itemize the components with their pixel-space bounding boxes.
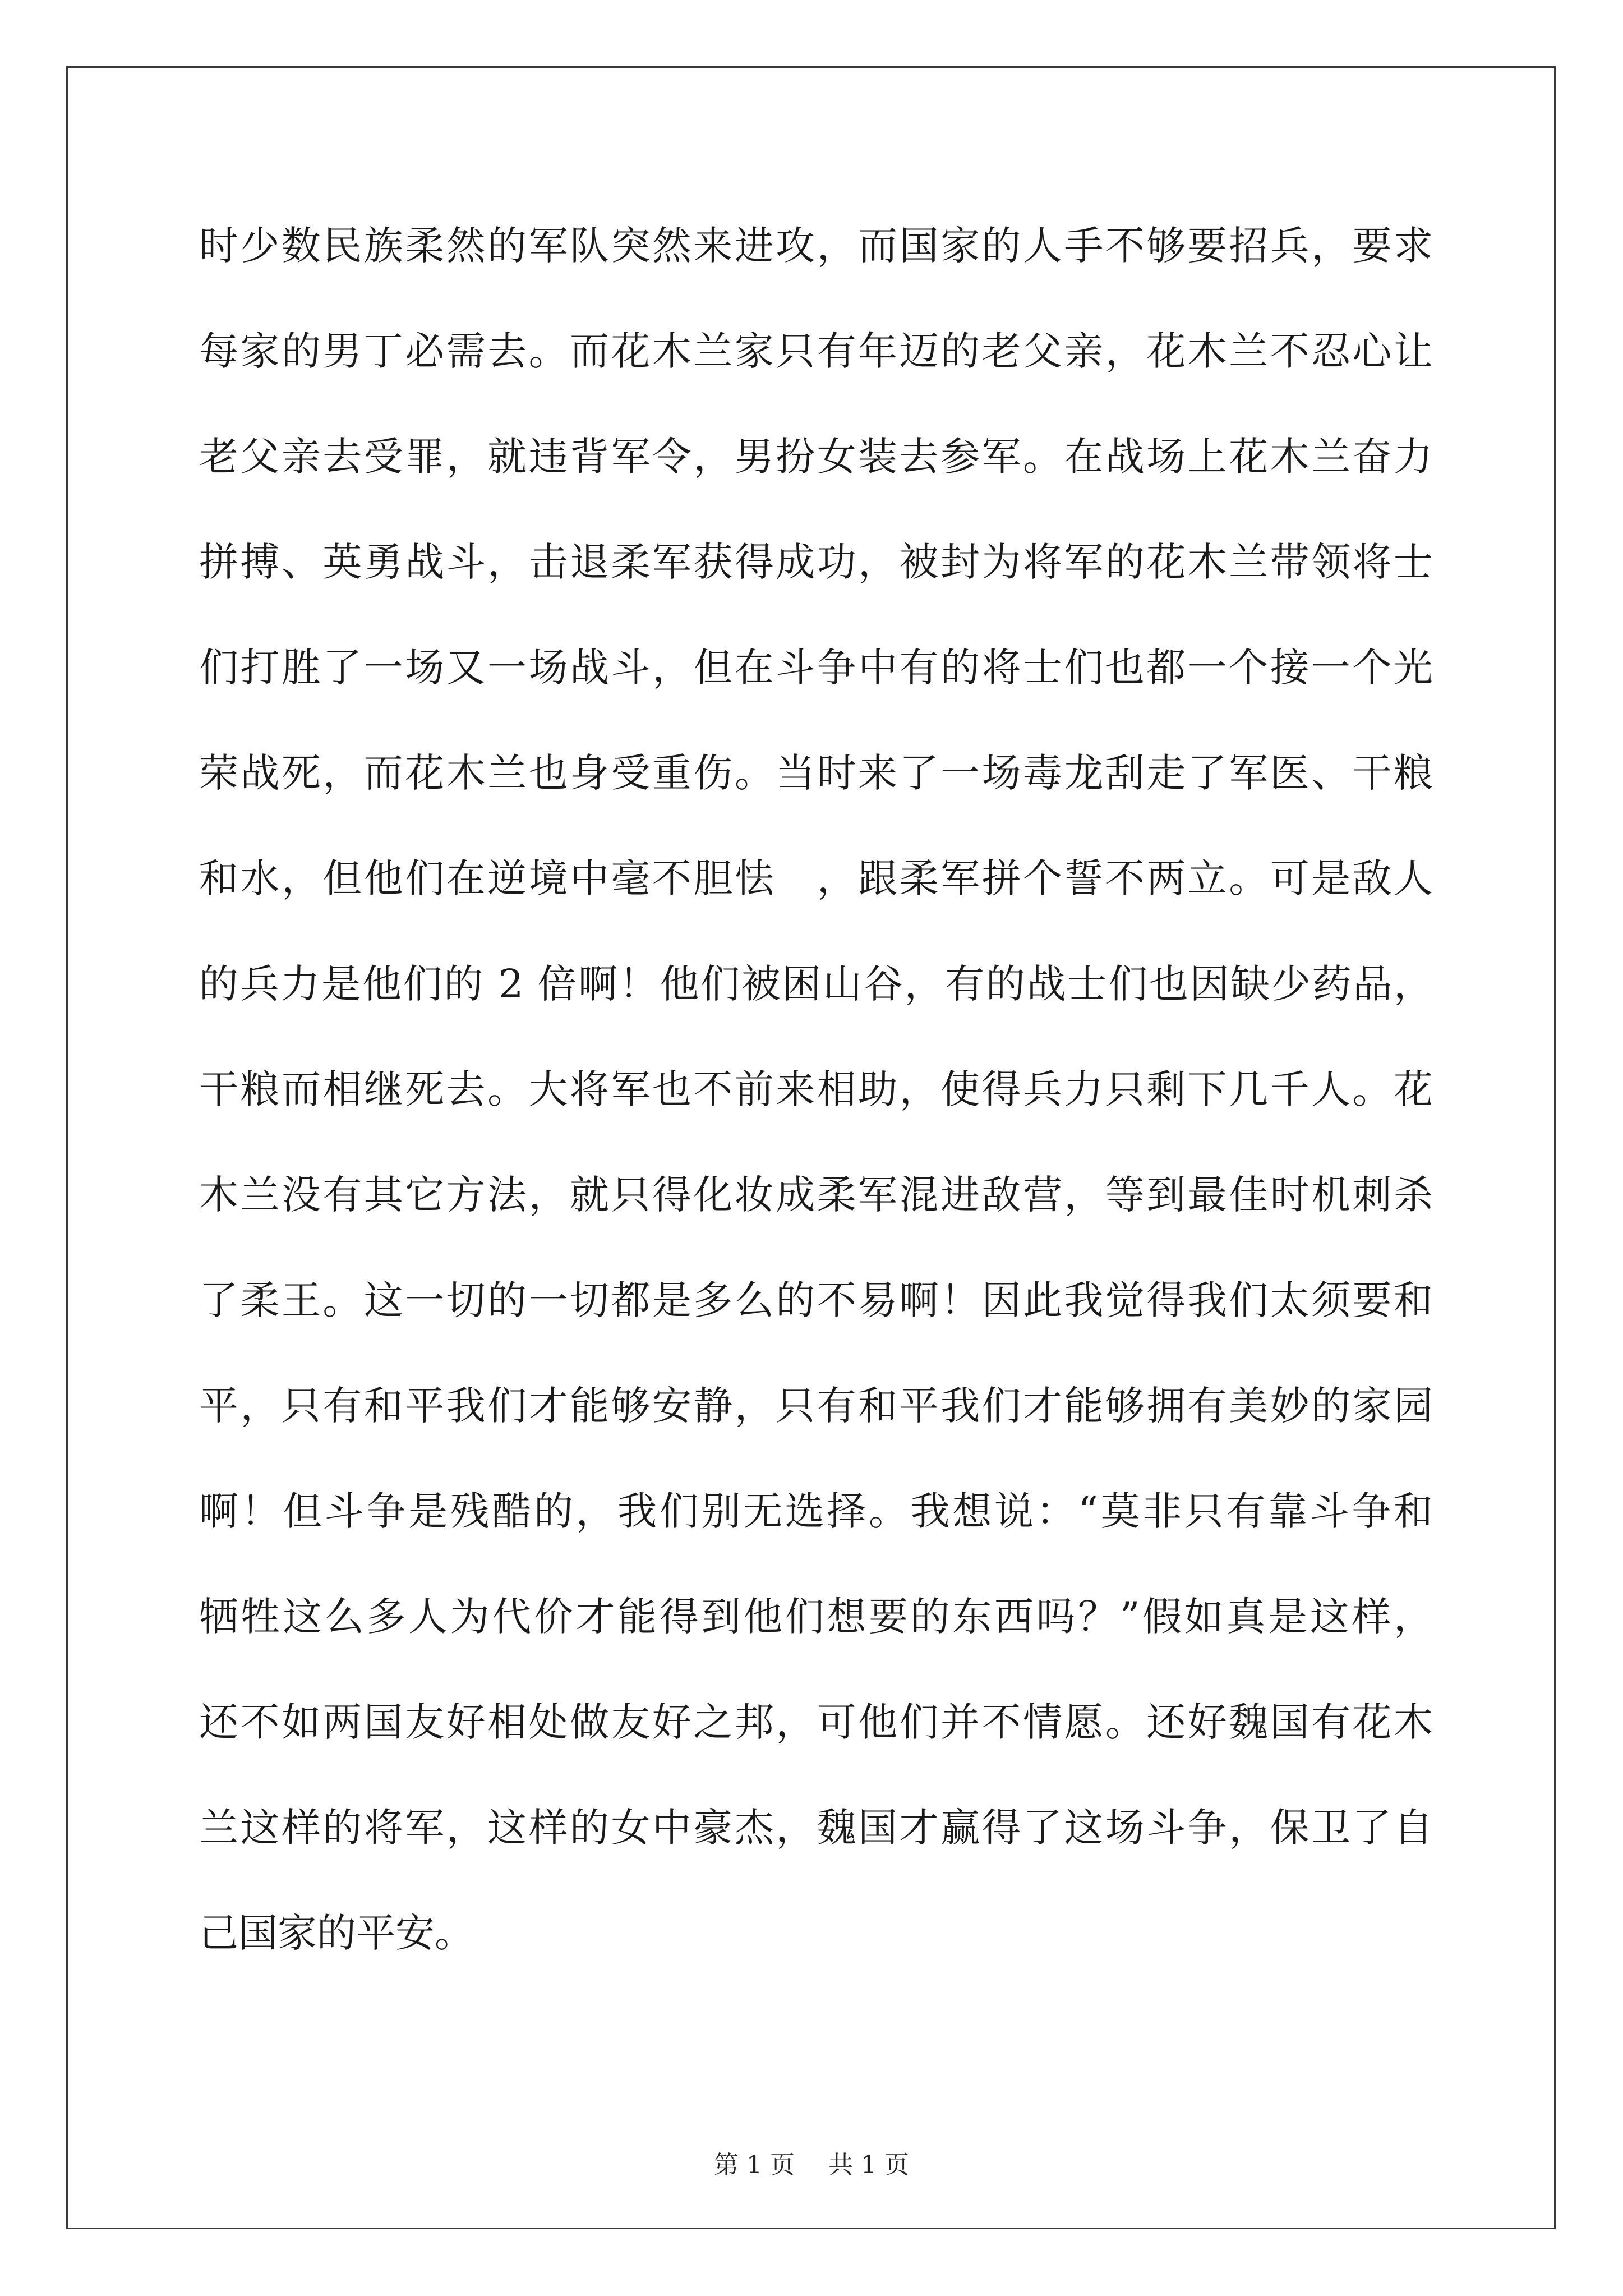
text-line: 的兵力是他们的 2 倍啊！他们被困山谷，有的战士们也因缺少药品， xyxy=(199,961,1433,1007)
text-line: 时少数民族柔然的军队突然来进攻，而国家的人手不够要招兵，要求 xyxy=(199,223,1433,269)
text-line: 还不如两国友好相处做友好之邦，可他们并不情愿。还好魏国有花木 xyxy=(199,1699,1433,1745)
text-line: 啊！但斗争是残酷的，我们别无选择。我想说：“莫非只有靠斗争和 xyxy=(199,1488,1433,1534)
text-line: 老父亲去受罪，就违背军令，男扮女装去参军。在战场上花木兰奋力 xyxy=(199,434,1433,480)
text-line: 兰这样的将军，这样的女中豪杰，魏国才赢得了这场斗争，保卫了自 xyxy=(199,1805,1433,1851)
page-total: 共 1 页 xyxy=(828,2151,909,2179)
page-footer xyxy=(0,2148,1623,2182)
text-line: 荣战死，而花木兰也身受重伤。当时来了一场毒龙刮走了军医、干粮 xyxy=(199,750,1433,796)
text-line: 己国家的平安。 xyxy=(199,1910,474,1956)
document-body xyxy=(199,212,1433,2005)
text-line: 们打胜了一场又一场战斗，但在斗争中有的将士们也都一个接一个光 xyxy=(199,645,1433,691)
text-line: 了柔王。这一切的一切都是多么的不易啊！因此我觉得我们太须要和 xyxy=(199,1277,1433,1323)
page-number: 第 1 页 xyxy=(714,2151,795,2179)
text-line: 每家的男丁必需去。而花木兰家只有年迈的老父亲，花木兰不忍心让 xyxy=(199,328,1433,374)
text-line: 平，只有和平我们才能够安静，只有和平我们才能够拥有美妙的家园 xyxy=(199,1383,1433,1429)
text-line: 和水，但他们在逆境中毫不胆怯 ，跟柔军拼个誓不两立。可是敌人 xyxy=(199,855,1433,901)
text-line: 干粮而相继死去。大将军也不前来相助，使得兵力只剩下几千人。花 xyxy=(199,1066,1433,1112)
text-line: 木兰没有其它方法，就只得化妆成柔军混进敌营，等到最佳时机刺杀 xyxy=(199,1172,1433,1218)
text-line: 拼搏、英勇战斗，击退柔军获得成功，被封为将军的花木兰带领将士 xyxy=(199,539,1433,585)
text-line: 牺牲这么多人为代价才能得到他们想要的东西吗？”假如真是这样， xyxy=(199,1594,1433,1640)
